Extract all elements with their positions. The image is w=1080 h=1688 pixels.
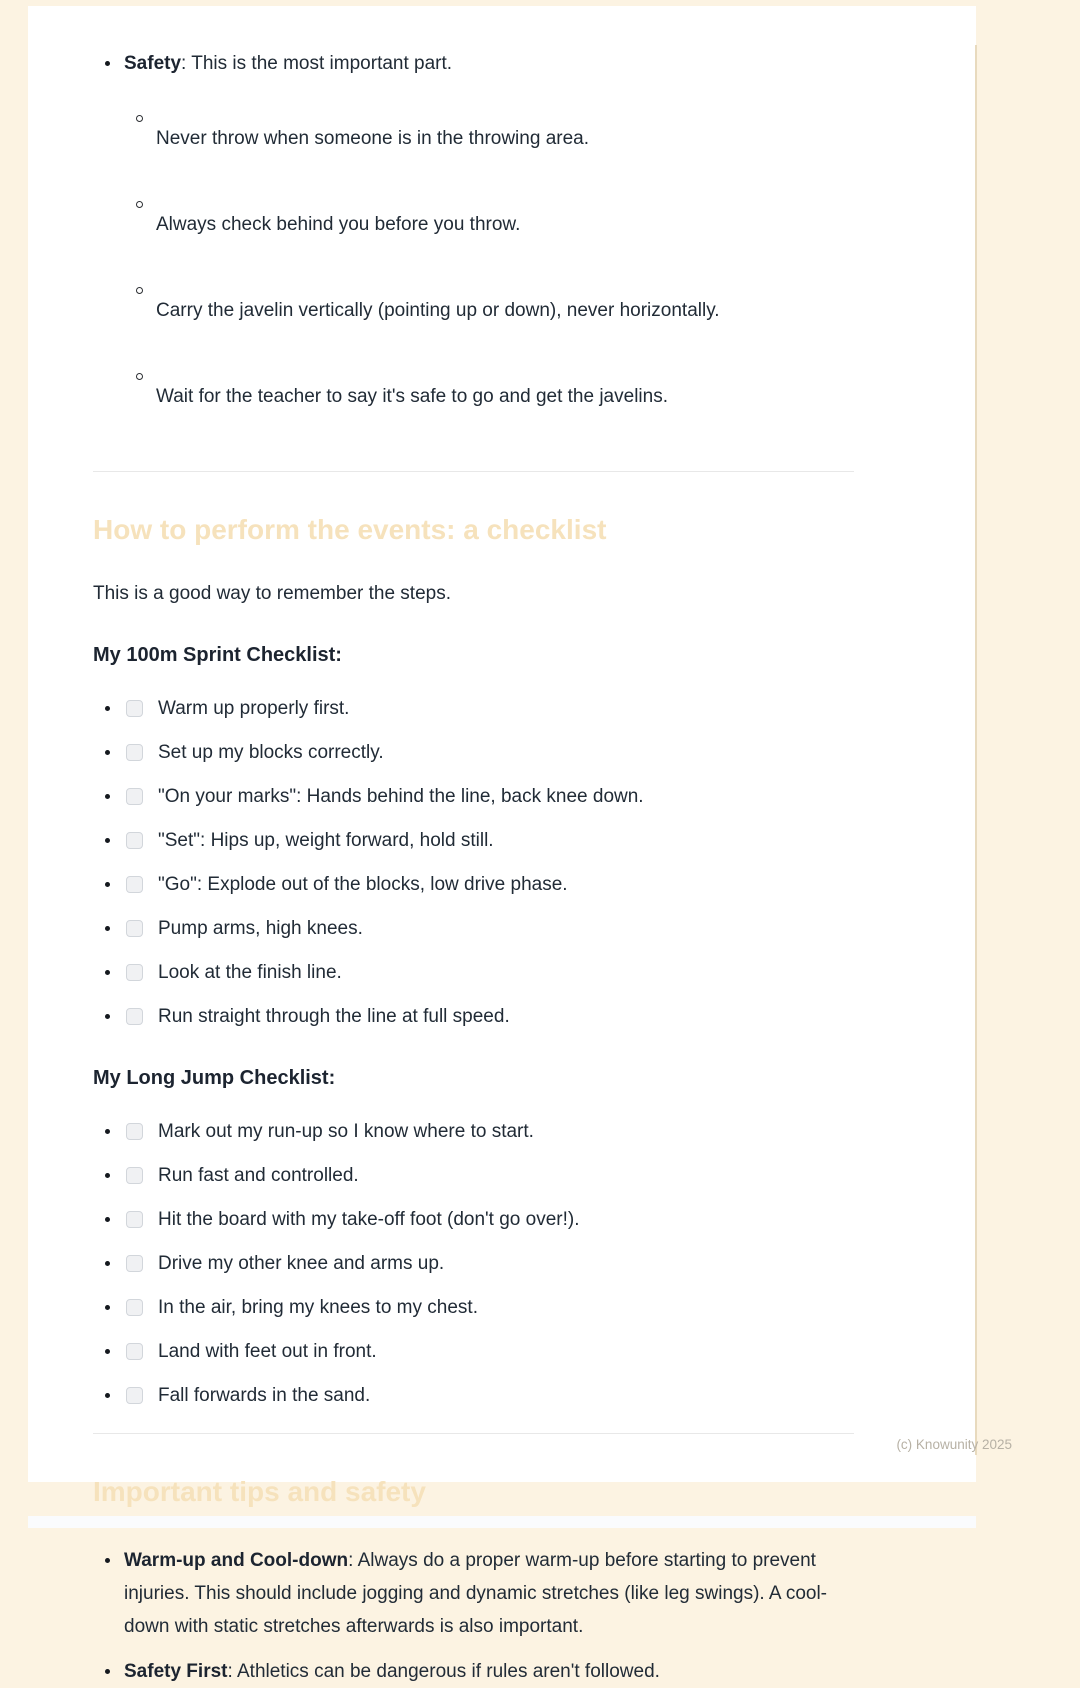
tip-text	[124, 1655, 660, 1688]
checklist-item-label: "Set": Hips up, weight forward, hold still.	[158, 830, 494, 851]
list-item	[136, 280, 854, 341]
list-item	[136, 366, 854, 427]
checklist-item-label: Warm up properly first.	[158, 698, 350, 719]
tip-rest: : Always do a proper warm-up before starting to prevent injuries. This should include jogging and dynamic stretches (like leg swings). A cool-down with static stretches afterwards is also important.	[124, 1550, 828, 1637]
checklist-item-label: "Go": Explode out of the blocks, low drive phase.	[158, 874, 568, 895]
safety-sub-list	[93, 108, 854, 427]
bullet-dot-icon	[105, 1217, 110, 1222]
bullet-dot-icon	[105, 970, 110, 975]
checklist-item	[93, 1208, 854, 1231]
checklist-item-label: Drive my other knee and arms up.	[158, 1253, 445, 1274]
tip-bold: Warm-up and Cool-down	[124, 1550, 349, 1571]
list-item	[93, 52, 854, 75]
sprint-checklist	[93, 697, 854, 1028]
list-item	[93, 1544, 854, 1643]
safety-lead-rest: : This is the most important part.	[181, 53, 453, 74]
checklist-item	[93, 1120, 854, 1143]
section-intro: This is a good way to remember the steps.	[93, 583, 451, 604]
safety-lead-bold: Safety	[124, 53, 182, 74]
tip-bold: Safety First	[124, 1661, 228, 1682]
checklist-item	[93, 1296, 854, 1319]
list-item	[93, 1655, 854, 1688]
bullet-dot-icon	[105, 750, 110, 755]
safety-lead-text	[124, 52, 452, 75]
checklist-item	[93, 1164, 854, 1187]
checklist-item-label: Run straight through the line at full speed.	[158, 1006, 510, 1027]
checkbox[interactable]	[126, 1211, 143, 1228]
checklist-item	[93, 873, 854, 896]
bullet-dot-icon	[105, 61, 110, 66]
checklist-item-label: In the air, bring my knees to my chest.	[158, 1297, 478, 1318]
bullet-dot-icon	[105, 1173, 110, 1178]
document-content	[28, 6, 976, 1688]
checklist-item	[93, 1252, 854, 1275]
bullet-dot-icon	[105, 1349, 110, 1354]
tip-rest: : Athletics can be dangerous if rules aren't followed.	[227, 1661, 660, 1682]
checklist-item	[93, 785, 854, 808]
bullet-dot-icon	[105, 1669, 110, 1674]
hollow-bullet-icon	[136, 201, 143, 208]
watermark: (c) Knowunity 2025	[896, 1437, 1012, 1452]
checklist-item	[93, 917, 854, 940]
divider	[93, 471, 854, 472]
checkbox[interactable]	[126, 700, 143, 717]
long-jump-checklist-heading: My Long Jump Checklist:	[93, 1067, 336, 1089]
bullet-dot-icon	[105, 1558, 110, 1563]
bullet-dot-icon	[105, 838, 110, 843]
checklist-item	[93, 961, 854, 984]
bullet-dot-icon	[105, 926, 110, 931]
bullet-dot-icon	[105, 794, 110, 799]
list-item	[136, 194, 854, 255]
checklist-item-label: Mark out my run-up so I know where to start.	[158, 1121, 534, 1142]
safety-bullet-list	[93, 52, 854, 75]
sub-item-text: Never throw when someone is in the throwing area.	[156, 128, 590, 149]
checkbox[interactable]	[126, 1343, 143, 1360]
checklist-item	[93, 1384, 854, 1407]
document-page	[28, 6, 976, 1682]
next-page-edge	[28, 1516, 976, 1528]
section-title-checklist: How to perform the events: a checklist	[93, 514, 607, 545]
tip-text	[124, 1544, 854, 1643]
checklist-item	[93, 741, 854, 764]
checklist-item-label: Look at the finish line.	[158, 962, 342, 983]
checkbox[interactable]	[126, 744, 143, 761]
checklist-item-label: Hit the board with my take-off foot (don't go over!).	[158, 1209, 580, 1230]
sub-item-text: Wait for the teacher to say it's safe to go and get the javelins.	[156, 386, 668, 407]
checklist-item	[93, 697, 854, 720]
bullet-dot-icon	[105, 1014, 110, 1019]
checklist-item	[93, 1005, 854, 1028]
bullet-dot-icon	[105, 1129, 110, 1134]
checkbox[interactable]	[126, 964, 143, 981]
hollow-bullet-icon	[136, 287, 143, 294]
checkbox[interactable]	[126, 1008, 143, 1025]
sub-item-text: Carry the javelin vertically (pointing up or down), never horizontally.	[156, 300, 720, 321]
bullet-dot-icon	[105, 706, 110, 711]
checklist-item-label: Fall forwards in the sand.	[158, 1385, 371, 1406]
hollow-bullet-icon	[136, 115, 143, 122]
tips-list	[93, 1544, 854, 1688]
sub-item-text: Always check behind you before you throw.	[156, 214, 521, 235]
checkbox[interactable]	[126, 876, 143, 893]
list-item	[136, 108, 854, 169]
checklist-item-label: Run fast and controlled.	[158, 1165, 359, 1186]
checklist-item-label: Set up my blocks correctly.	[158, 742, 384, 763]
section-title-tips: Important tips and safety	[93, 1476, 426, 1507]
bullet-dot-icon	[105, 1393, 110, 1398]
checkbox[interactable]	[126, 1387, 143, 1404]
checklist-item-label: Land with feet out in front.	[158, 1341, 377, 1362]
bullet-dot-icon	[105, 1305, 110, 1310]
checkbox[interactable]	[126, 832, 143, 849]
checklist-item-label: Pump arms, high knees.	[158, 918, 363, 939]
checkbox[interactable]	[126, 1167, 143, 1184]
divider	[93, 1433, 854, 1434]
checkbox[interactable]	[126, 1123, 143, 1140]
checkbox[interactable]	[126, 1255, 143, 1272]
page-edge-line	[975, 45, 977, 1455]
checklist-item	[93, 829, 854, 852]
sprint-checklist-heading: My 100m Sprint Checklist:	[93, 644, 342, 666]
bullet-dot-icon	[105, 1261, 110, 1266]
checklist-item	[93, 1340, 854, 1363]
checkbox[interactable]	[126, 920, 143, 937]
checkbox[interactable]	[126, 788, 143, 805]
checkbox[interactable]	[126, 1299, 143, 1316]
hollow-bullet-icon	[136, 373, 143, 380]
bullet-dot-icon	[105, 882, 110, 887]
checklist-item-label: "On your marks": Hands behind the line, back knee down.	[158, 786, 644, 807]
long-jump-checklist	[93, 1120, 854, 1407]
